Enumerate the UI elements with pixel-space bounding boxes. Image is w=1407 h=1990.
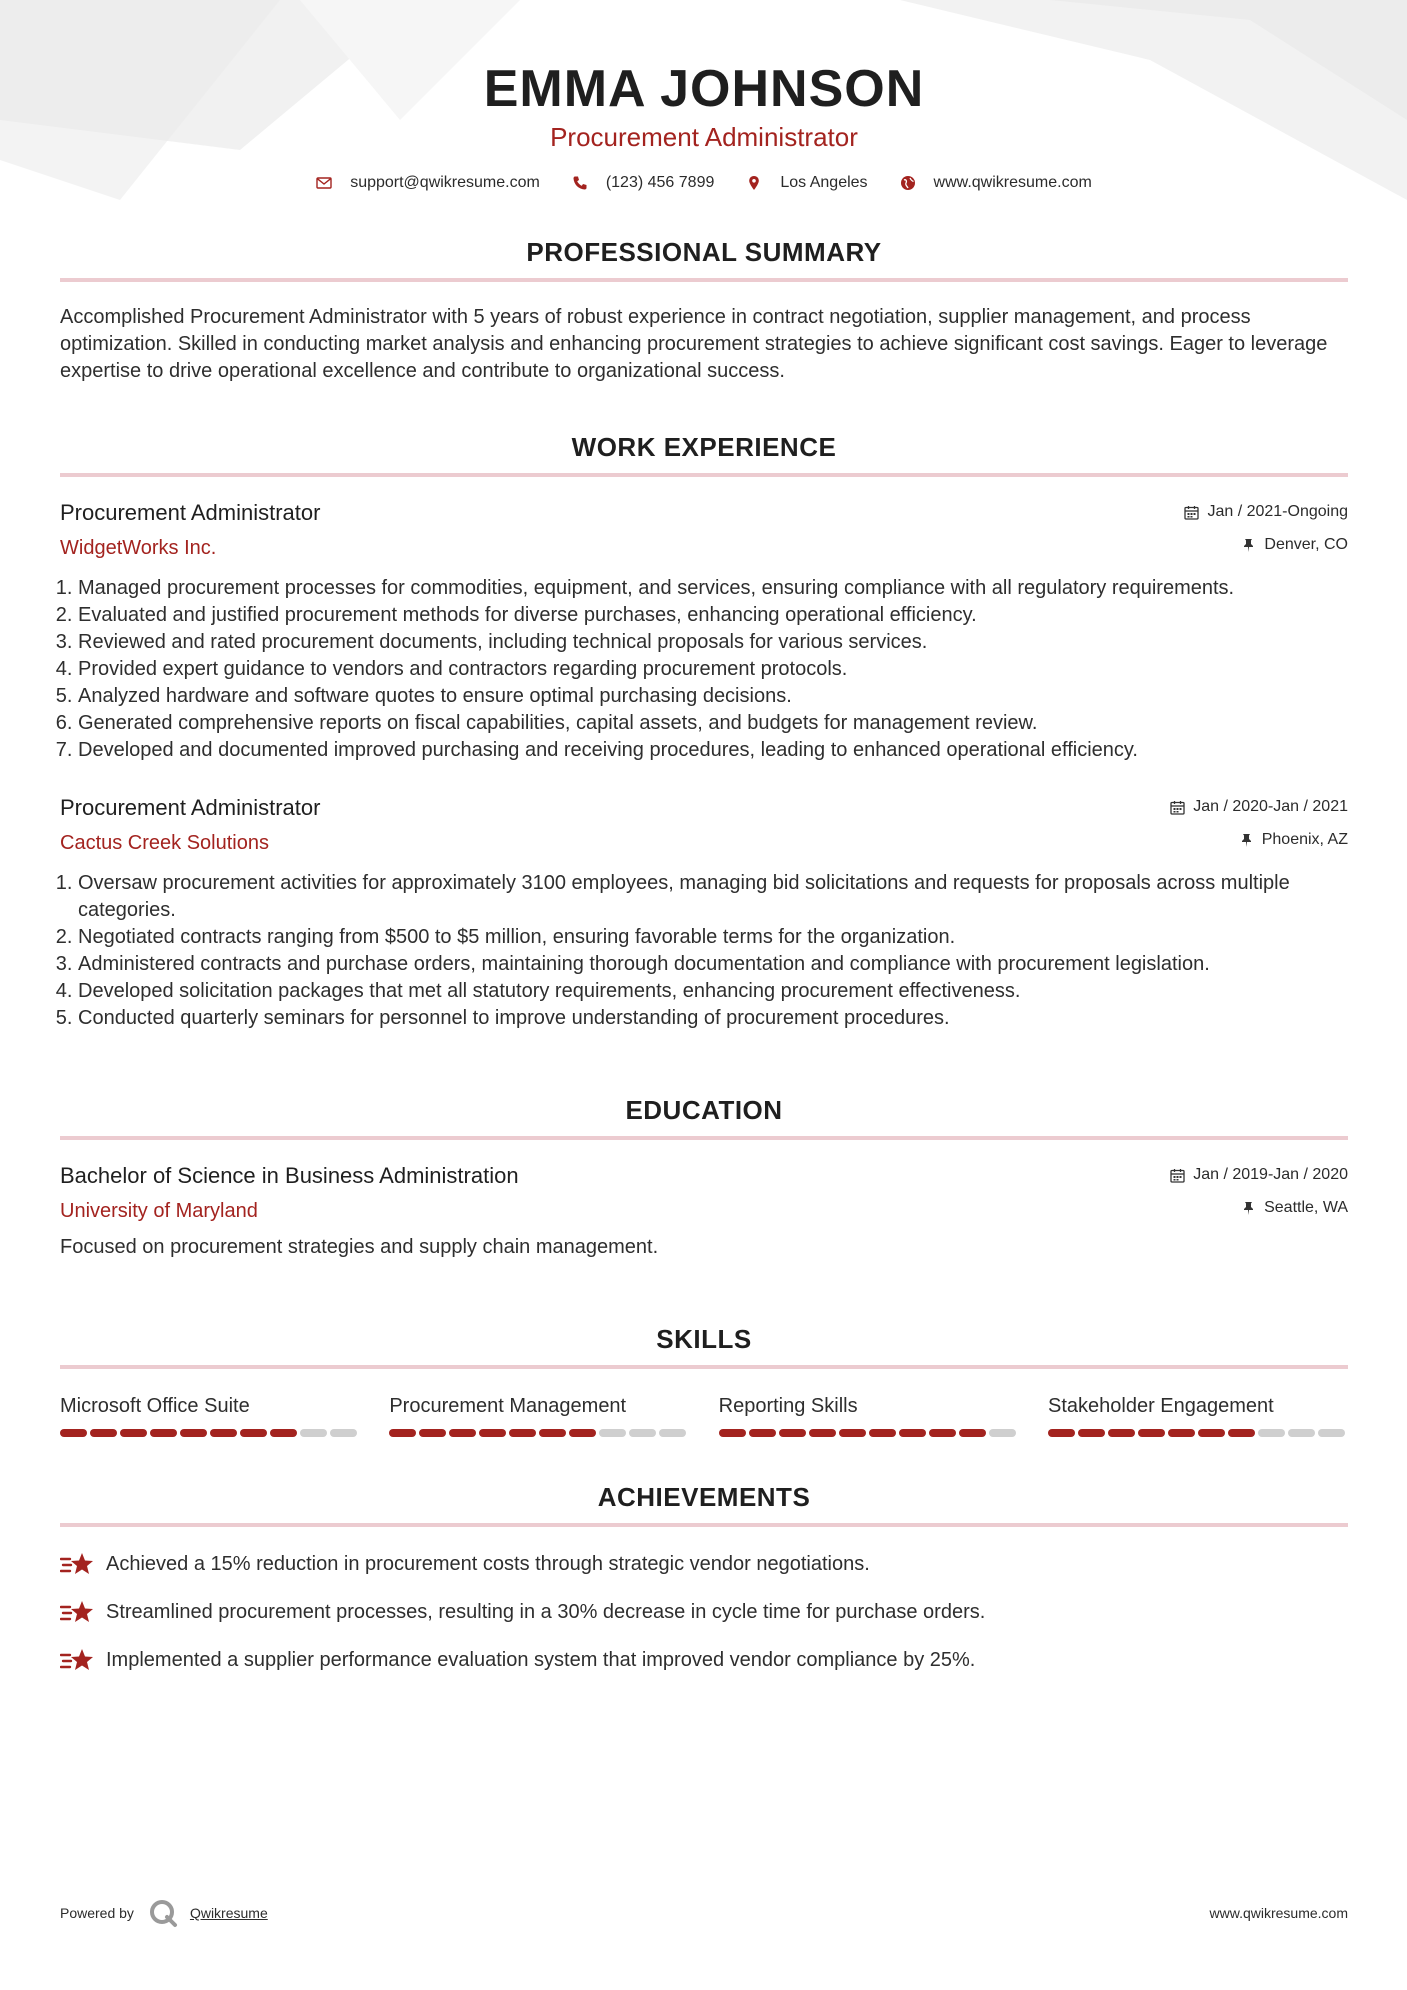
job-date bbox=[1170, 798, 1348, 816]
envelope-icon bbox=[316, 175, 332, 191]
list-item: 5. Conducted quarterly seminars for personnel to improve understanding of procurement procedures. bbox=[78, 1005, 1348, 1032]
education-location bbox=[1241, 1199, 1348, 1217]
skill-dot-empty bbox=[599, 1429, 626, 1437]
skill-dot-filled bbox=[210, 1429, 237, 1437]
skill-dot-filled bbox=[539, 1429, 566, 1437]
job-entry bbox=[60, 499, 1348, 764]
globe-icon bbox=[900, 175, 916, 191]
achievements-section bbox=[60, 1481, 1348, 1675]
skill-dot-empty bbox=[1318, 1429, 1345, 1437]
skill-dot-filled bbox=[929, 1429, 956, 1437]
achievement-item bbox=[60, 1549, 1348, 1579]
job-title: Procurement Administrator bbox=[60, 500, 321, 525]
skill-dot-filled bbox=[1108, 1429, 1135, 1437]
phone-text: (123) 456 7899 bbox=[605, 174, 715, 191]
contact-location bbox=[746, 174, 867, 192]
achievements-heading: ACHIEVEMENTS bbox=[597, 1482, 811, 1512]
contact-phone[interactable] bbox=[572, 174, 715, 192]
skill-dot-filled bbox=[150, 1429, 177, 1437]
skill-dot-filled bbox=[959, 1429, 986, 1437]
skill-item bbox=[1048, 1393, 1348, 1437]
skill-dot-filled bbox=[1168, 1429, 1195, 1437]
skills-section bbox=[60, 1323, 1348, 1437]
job-entry bbox=[60, 794, 1348, 1032]
skill-rating bbox=[1048, 1429, 1348, 1437]
skill-dot-filled bbox=[569, 1429, 596, 1437]
skill-dot-filled bbox=[240, 1429, 267, 1437]
skill-dot-filled bbox=[1048, 1429, 1075, 1437]
calendar-icon bbox=[1170, 800, 1185, 815]
job-title: Procurement Administrator bbox=[60, 795, 321, 820]
list-item: 4. Provided expert guidance to vendors and contractors regarding procurement protocols. bbox=[78, 656, 1348, 683]
company-name: Cactus Creek Solutions bbox=[60, 832, 269, 854]
contact-website[interactable] bbox=[900, 174, 1092, 192]
skill-item bbox=[60, 1393, 360, 1437]
job-bullets bbox=[60, 575, 1348, 764]
skill-dot-filled bbox=[809, 1429, 836, 1437]
skill-item bbox=[719, 1393, 1019, 1437]
contact-bar bbox=[60, 174, 1348, 192]
summary-section bbox=[60, 236, 1348, 385]
experience-section bbox=[60, 431, 1348, 1032]
list-item: 7. Developed and documented improved purchasing and receiving procedures, leading to enhanced operational efficiency. bbox=[78, 737, 1348, 764]
school-name: University of Maryland bbox=[60, 1200, 258, 1222]
email-text: support@qwikresume.com bbox=[350, 174, 540, 191]
job-location bbox=[1239, 831, 1348, 849]
skills-list bbox=[60, 1393, 1348, 1437]
job-bullets bbox=[60, 870, 1348, 1032]
list-item: 5. Analyzed hardware and software quotes to ensure optimal purchasing decisions. bbox=[78, 683, 1348, 710]
list-item: 4. Developed solicitation packages that met all statutory requirements, enhancing procurement effectiveness. bbox=[78, 978, 1348, 1005]
skill-dot-filled bbox=[839, 1429, 866, 1437]
skill-rating bbox=[389, 1429, 689, 1437]
section-divider bbox=[60, 278, 1348, 282]
achievement-item bbox=[60, 1645, 1348, 1675]
section-divider bbox=[60, 473, 1348, 477]
shooting-star-icon bbox=[60, 1597, 94, 1627]
achievement-item bbox=[60, 1597, 1348, 1627]
skill-dot-filled bbox=[120, 1429, 147, 1437]
map-pin-icon bbox=[746, 175, 762, 191]
skill-name: Reporting Skills bbox=[718, 1395, 858, 1417]
date-text: Jan / 2019-Jan / 2020 bbox=[1193, 1166, 1348, 1183]
skill-dot-empty bbox=[1258, 1429, 1285, 1437]
skill-rating bbox=[60, 1429, 360, 1437]
degree-title: Bachelor of Science in Business Administration bbox=[60, 1163, 519, 1188]
list-item: 2. Negotiated contracts ranging from $500 to $5 million, ensuring favorable terms for the organization. bbox=[78, 924, 1348, 951]
shooting-star-icon bbox=[60, 1645, 94, 1675]
skill-dot-filled bbox=[1198, 1429, 1225, 1437]
pushpin-icon bbox=[1241, 538, 1256, 553]
skill-dot-filled bbox=[419, 1429, 446, 1437]
skill-dot-empty bbox=[989, 1429, 1016, 1437]
experience-heading: WORK EXPERIENCE bbox=[571, 432, 837, 462]
achievement-text: Achieved a 15% reduction in procurement costs through strategic vendor negotiations. bbox=[106, 1553, 870, 1575]
skill-dot-empty bbox=[629, 1429, 656, 1437]
list-item: 6. Generated comprehensive reports on fiscal capabilities, capital assets, and budgets for management review. bbox=[78, 710, 1348, 737]
skill-dot-filled bbox=[270, 1429, 297, 1437]
education-entry bbox=[60, 1162, 1348, 1261]
location-text: Phoenix, AZ bbox=[1261, 831, 1348, 848]
skill-dot-empty bbox=[330, 1429, 357, 1437]
powered-by bbox=[60, 1898, 268, 1928]
skill-name: Procurement Management bbox=[389, 1395, 627, 1417]
calendar-icon bbox=[1170, 1168, 1185, 1183]
education-date bbox=[1170, 1166, 1348, 1184]
skill-name: Microsoft Office Suite bbox=[60, 1395, 250, 1417]
list-item: 2. Evaluated and justified procurement methods for diverse purchases, enhancing operational efficiency. bbox=[78, 602, 1348, 629]
candidate-title: Procurement Administrator bbox=[550, 122, 858, 152]
skill-dot-filled bbox=[509, 1429, 536, 1437]
section-divider bbox=[60, 1365, 1348, 1369]
footer bbox=[60, 1898, 1348, 1928]
list-item: 3. Administered contracts and purchase orders, maintaining thorough documentation and compliance with procurement legislation. bbox=[78, 951, 1348, 978]
contact-email[interactable] bbox=[316, 174, 540, 192]
section-divider bbox=[60, 1136, 1348, 1140]
skill-dot-filled bbox=[479, 1429, 506, 1437]
skill-dot-filled bbox=[749, 1429, 776, 1437]
date-text: Jan / 2021-Ongoing bbox=[1207, 503, 1348, 520]
achievements-list bbox=[60, 1549, 1348, 1675]
skill-dot-filled bbox=[90, 1429, 117, 1437]
skills-heading: SKILLS bbox=[656, 1324, 752, 1354]
location-text: Seattle, WA bbox=[1264, 1199, 1348, 1216]
skill-dot-filled bbox=[899, 1429, 926, 1437]
pushpin-icon bbox=[1239, 833, 1254, 848]
skill-dot-filled bbox=[1078, 1429, 1105, 1437]
qwikresume-logo-icon bbox=[148, 1898, 178, 1928]
job-location bbox=[1241, 536, 1348, 554]
education-heading: EDUCATION bbox=[625, 1095, 783, 1125]
list-item: 1. Managed procurement processes for commodities, equipment, and services, ensuring compliance with all regulatory requirements. bbox=[78, 575, 1348, 602]
skill-dot-filled bbox=[719, 1429, 746, 1437]
skill-dot-filled bbox=[449, 1429, 476, 1437]
resume-page bbox=[60, 0, 1348, 1693]
skill-dot-filled bbox=[389, 1429, 416, 1437]
resume-header bbox=[60, 0, 1348, 192]
skill-dot-filled bbox=[1228, 1429, 1255, 1437]
company-name: WidgetWorks Inc. bbox=[60, 537, 217, 559]
phone-icon bbox=[572, 175, 588, 191]
job-date bbox=[1184, 503, 1348, 521]
location-text: Denver, CO bbox=[1264, 536, 1348, 553]
achievement-text: Streamlined procurement processes, resulting in a 30% decrease in cycle time for purchase orders. bbox=[106, 1601, 986, 1623]
location-text: Los Angeles bbox=[780, 174, 868, 191]
skill-dot-filled bbox=[60, 1429, 87, 1437]
candidate-name: EMMA JOHNSON bbox=[483, 60, 925, 118]
pushpin-icon bbox=[1241, 1201, 1256, 1216]
section-divider bbox=[60, 1523, 1348, 1527]
education-description: Focused on procurement strategies and supply chain management. bbox=[60, 1236, 659, 1258]
skill-rating bbox=[719, 1429, 1019, 1437]
date-text: Jan / 2020-Jan / 2021 bbox=[1193, 798, 1348, 815]
calendar-icon bbox=[1184, 505, 1199, 520]
skill-dot-filled bbox=[1138, 1429, 1165, 1437]
skill-dot-filled bbox=[180, 1429, 207, 1437]
shooting-star-icon bbox=[60, 1549, 94, 1579]
summary-text: Accomplished Procurement Administrator with 5 years of robust experience in contract negotiation, supplier management, and process optimization. Skilled in conducting market analysis and enhancing procurement strategies to achieve significant cost savings. Eager to leverage expertise to drive operational excellence and contribute to organizational success. bbox=[60, 306, 1328, 382]
skill-dot-empty bbox=[659, 1429, 686, 1437]
footer-website[interactable]: www.qwikresume.com bbox=[1209, 1905, 1348, 1921]
achievement-text: Implemented a supplier performance evaluation system that improved vendor compliance by 25%. bbox=[106, 1649, 976, 1671]
skill-name: Stakeholder Engagement bbox=[1047, 1395, 1274, 1417]
website-text: www.qwikresume.com bbox=[933, 174, 1092, 191]
list-item: 3. Reviewed and rated procurement documents, including technical proposals for various services. bbox=[78, 629, 1348, 656]
skill-dot-filled bbox=[779, 1429, 806, 1437]
skill-item bbox=[389, 1393, 689, 1437]
list-item: 1. Oversaw procurement activities for approximately 3100 employees, managing bid solicitations and requests for proposals across multiple categories. bbox=[78, 870, 1348, 924]
summary-heading: PROFESSIONAL SUMMARY bbox=[526, 237, 882, 267]
brand-link[interactable]: Qwikresume bbox=[189, 1905, 268, 1921]
skill-dot-empty bbox=[300, 1429, 327, 1437]
powered-by-label: Powered by bbox=[60, 1905, 134, 1921]
skill-dot-filled bbox=[869, 1429, 896, 1437]
education-section bbox=[60, 1094, 1348, 1261]
skill-dot-empty bbox=[1288, 1429, 1315, 1437]
